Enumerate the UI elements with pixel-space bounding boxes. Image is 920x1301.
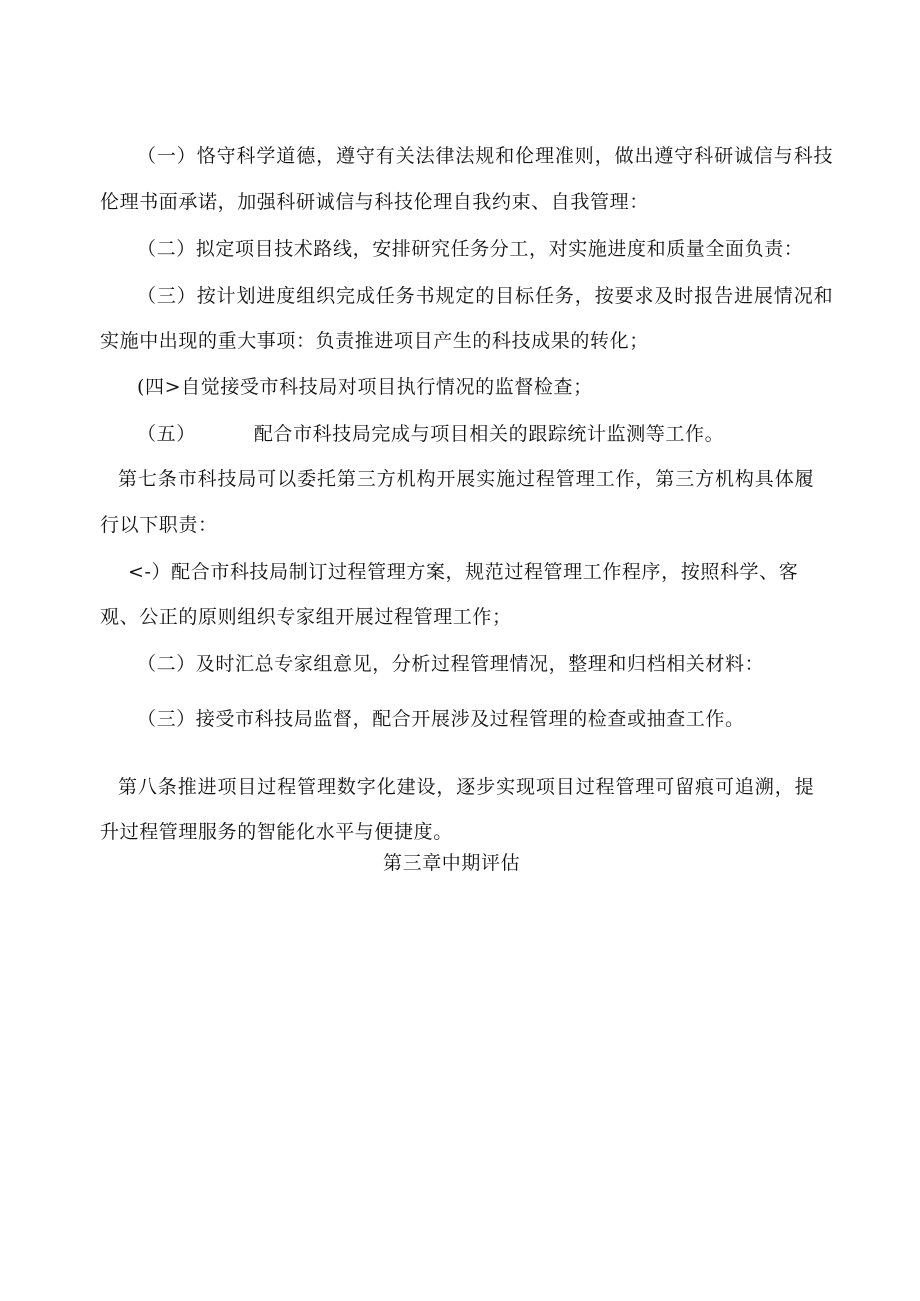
- article7-item1-line1: <-）配合市科技局制订过程管理方案，规范过程管理工作程序，按照科学、客: [128, 561, 799, 583]
- article7-item2: （二）及时汇总专家组意见，分析过程管理情况，整理和归档相关材料：: [137, 653, 765, 675]
- article6-item5-text: 配合市科技局完成与项目相关的跟踪统计监测等工作。: [253, 423, 725, 445]
- article6-item5: [137, 422, 724, 446]
- chapter3-heading: 第三章中期评估: [383, 852, 521, 874]
- article6-item1-line2: 伦理书面承诺，加强科研诚信与科技伦理自我约束、自我管理：: [100, 191, 649, 213]
- article6-item4: (四>自觉接受市科技局对项目执行情况的监督检查；: [137, 376, 593, 398]
- article7-item3: （三）接受市科技局监督，配合开展涉及过程管理的检查或抽查工作。: [137, 708, 745, 730]
- article7-item1-line2: 观、公正的原则组织专家组开展过程管理工作；: [100, 606, 512, 628]
- article6-item2: （二）拟定项目技术路线，安排研究任务分工，对实施进度和质量全面负责：: [137, 238, 804, 260]
- article7-line2: 行以下职责：: [100, 514, 218, 536]
- article6-item5-label: （五）: [137, 423, 196, 445]
- article6-item3-line2: 实施中出现的重大事项：负责推进项目产生的科技成果的转化；: [100, 330, 649, 352]
- article7-line1: 第七条市科技局可以委托第三方机构开展实施过程管理工作，第三方机构具体履: [118, 468, 815, 490]
- article8-line2: 升过程管理服务的智能化水平与便捷度。: [100, 821, 453, 843]
- article8-line1: 第八条推进项目过程管理数字化建设，逐步实现项目过程管理可留痕可追溯，提: [118, 776, 815, 798]
- article6-item3-line1: （三）按计划进度组织完成任务书规定的目标任务，按要求及时报告进展情况和: [137, 285, 834, 307]
- article6-item1-line1: （一）恪守科学道德，遵守有关法律法规和伦理准则，做出遵守科研诚信与科技: [137, 145, 834, 167]
